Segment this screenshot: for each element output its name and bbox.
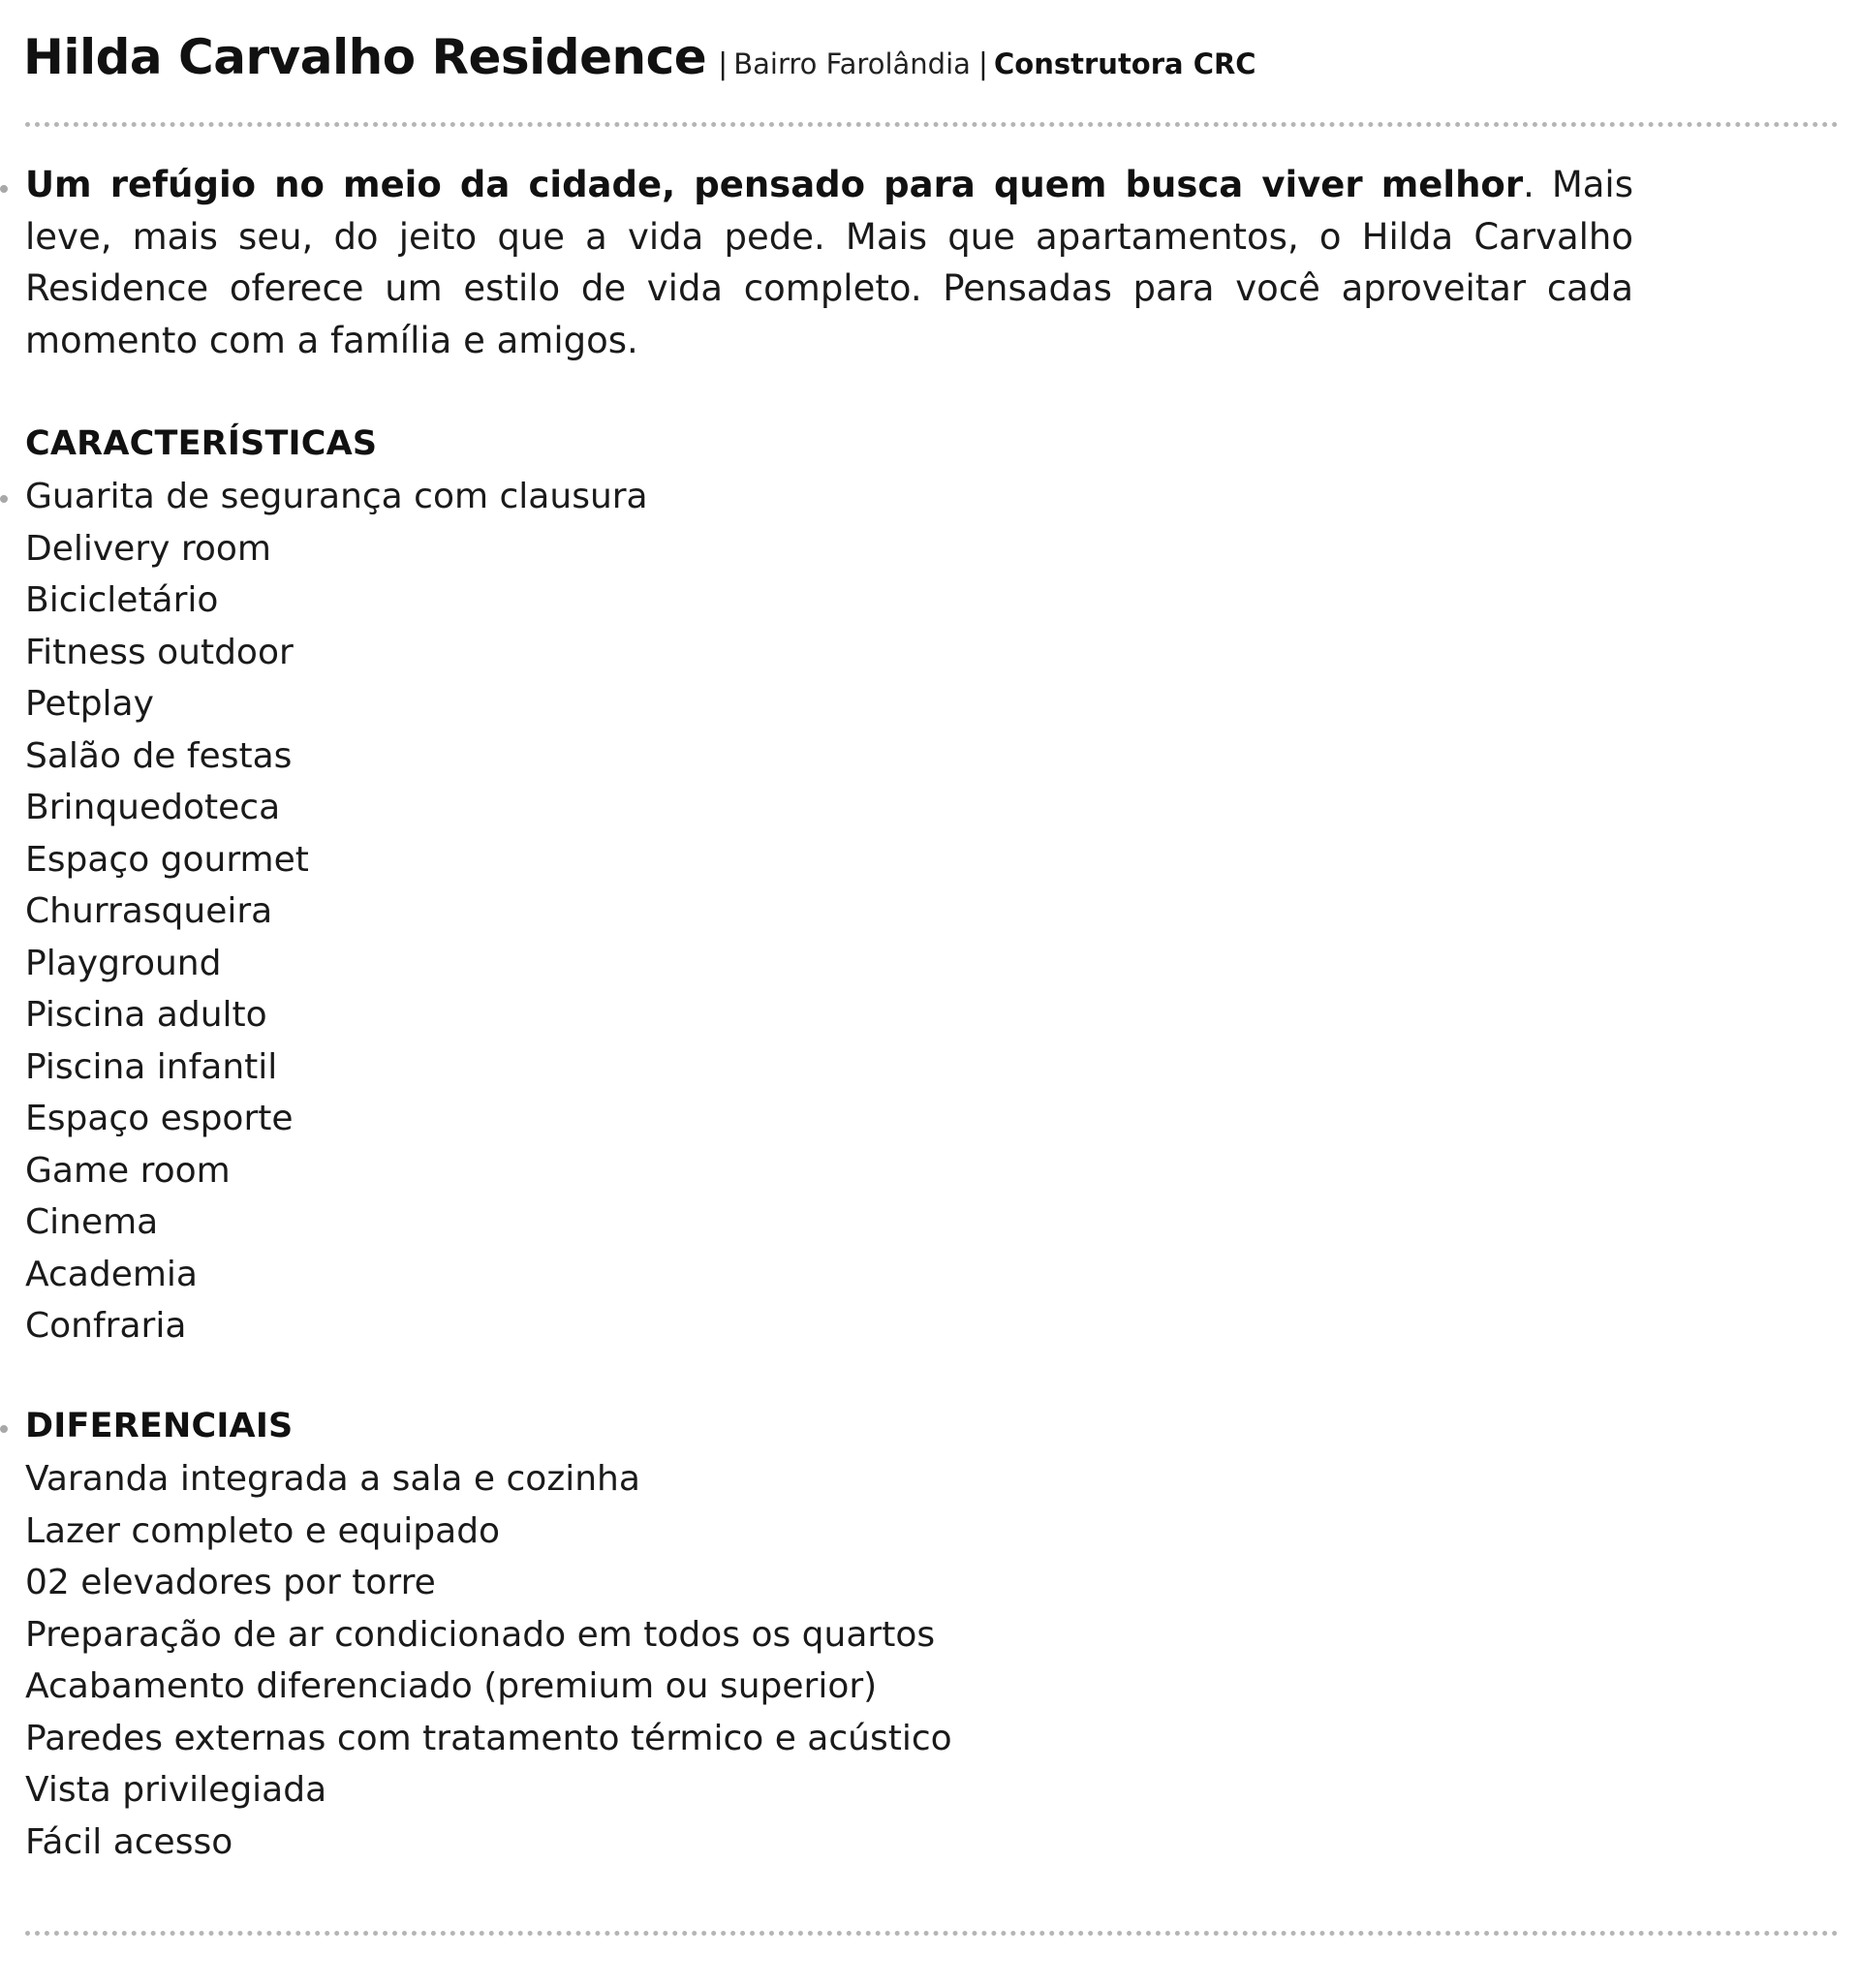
bottom-dotted-divider xyxy=(25,1931,1839,1936)
list-item: Salão de festas xyxy=(25,735,293,776)
list-item: Piscina adulto xyxy=(25,995,267,1035)
diferenciais-bullet-icon xyxy=(0,1425,8,1433)
list-item: Fácil acesso xyxy=(25,1821,233,1862)
list-item: Varanda integrada a sala e cozinha xyxy=(25,1459,640,1499)
caracteristicas-heading: CARACTERÍSTICAS xyxy=(25,424,378,463)
intro-bullet-icon xyxy=(0,185,8,193)
list-item: Playground xyxy=(25,943,222,983)
list-item: Vista privilegiada xyxy=(25,1770,327,1810)
list-item: Espaço gourmet xyxy=(25,839,309,880)
list-item: Piscina infantil xyxy=(25,1046,278,1087)
page-header xyxy=(23,29,1256,85)
list-item: Preparação de ar condicionado em todos os quartos xyxy=(25,1614,936,1655)
list-item: Espaço esporte xyxy=(25,1099,294,1138)
list-item: Cinema xyxy=(25,1202,159,1242)
diferenciais-list xyxy=(25,1453,952,1868)
property-title: Hilda Carvalho Residence xyxy=(23,29,707,85)
list-item: Petplay xyxy=(25,684,154,724)
caracteristicas-bullet-icon xyxy=(0,495,8,503)
intro-paragraph xyxy=(25,159,1633,366)
list-item: Lazer completo e equipado xyxy=(25,1510,501,1551)
list-item: Guarita de segurança com clausura xyxy=(25,477,648,516)
list-item: Fitness outdoor xyxy=(25,632,294,672)
neighborhood-label: Bairro Farolândia xyxy=(733,47,971,80)
list-item: Acabamento diferenciado (premium ou superior) xyxy=(25,1666,878,1706)
list-item: Confraria xyxy=(25,1306,187,1346)
header-separator: | xyxy=(977,47,989,81)
header-separator: | xyxy=(718,47,728,81)
builder-label: Construtora CRC xyxy=(994,47,1256,80)
list-item: Bicicletário xyxy=(25,580,219,620)
diferenciais-heading: DIFERENCIAIS xyxy=(25,1407,294,1445)
top-dotted-divider xyxy=(25,122,1839,127)
intro-text: . Mais leve, mais seu, do jeito que a vida pede. Mais que apartamentos, o Hilda Carvalho Residence oferece um estilo de vida completo. Pensadas para você aproveitar cada momento com a família e amigos. xyxy=(25,164,1633,361)
list-item: Delivery room xyxy=(25,528,272,569)
list-item: Paredes externas com tratamento térmico e acústico xyxy=(25,1718,952,1758)
list-item: Academia xyxy=(25,1254,198,1294)
list-item: Brinquedoteca xyxy=(25,788,281,827)
list-item: Churrasqueira xyxy=(25,891,273,931)
intro-lead: Um refúgio no meio da cidade, pensado para quem busca viver melhor xyxy=(25,164,1524,205)
list-item: Game room xyxy=(25,1150,231,1191)
list-item: 02 elevadores por torre xyxy=(25,1563,436,1602)
caracteristicas-list xyxy=(25,471,648,1352)
